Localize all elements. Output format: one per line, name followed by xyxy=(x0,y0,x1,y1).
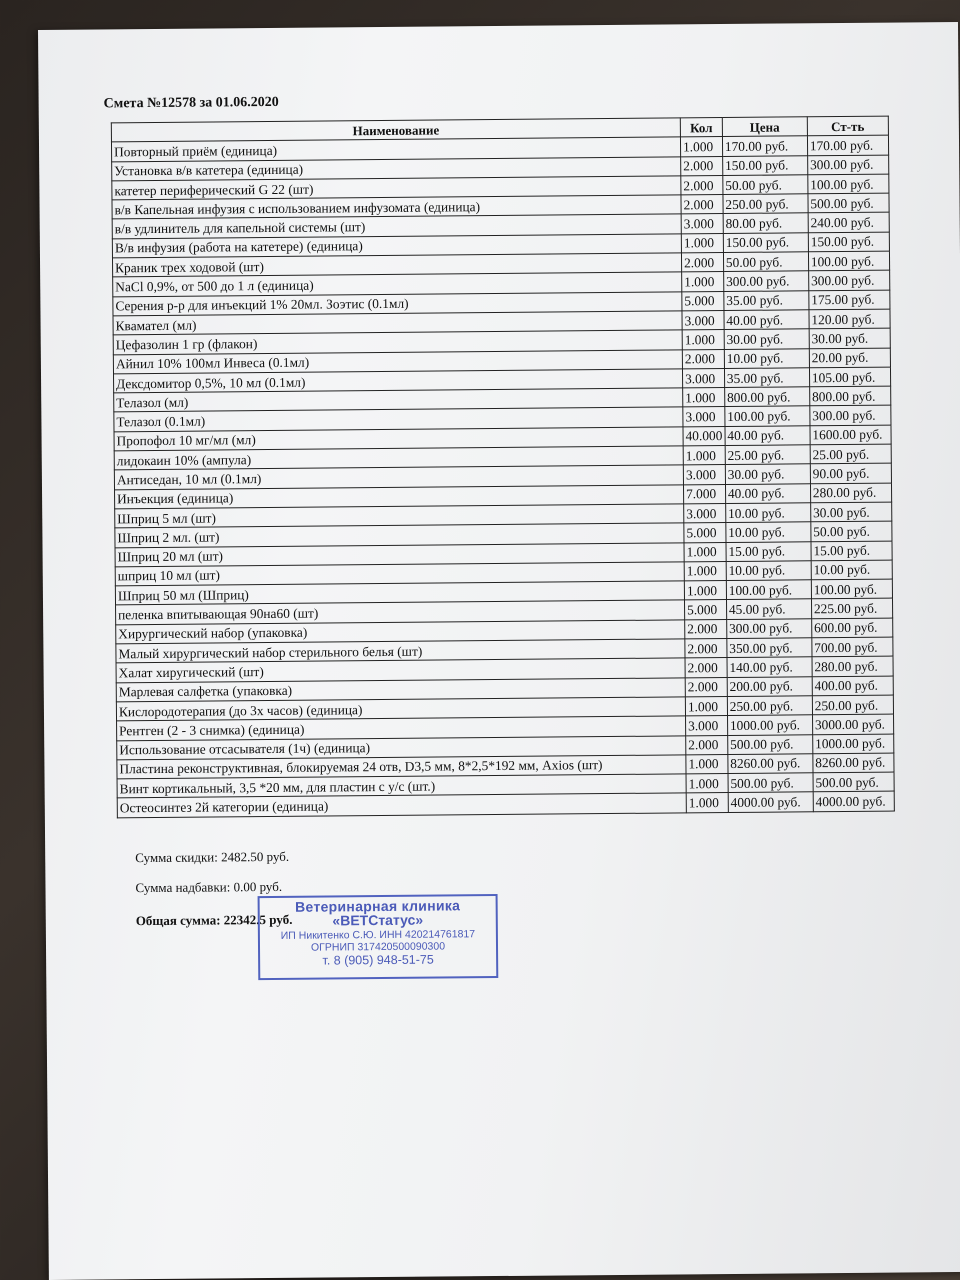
cell-qty: 2.000 xyxy=(685,639,727,659)
cell-name: Серения р-р для инъекций 1% 20мл. Зоэтис (0.1мл) xyxy=(113,292,682,316)
cell-qty: 1.000 xyxy=(684,561,726,581)
cell-qty: 3.000 xyxy=(682,310,724,330)
cell-qty: 1.000 xyxy=(681,233,723,253)
cell-name: В/в инфузия (работа на катетере) (единица) xyxy=(112,234,681,258)
cell-qty: 3.000 xyxy=(686,716,728,736)
cell-total: 8260.00 руб. xyxy=(813,753,894,773)
header-price: Цена xyxy=(722,117,807,137)
cell-qty: 1.000 xyxy=(684,581,726,601)
cell-price: 140.00 руб. xyxy=(727,657,812,677)
cell-price: 100.00 руб. xyxy=(725,406,810,426)
cell-total: 280.00 руб. xyxy=(812,656,893,676)
cell-name: катетер периферический G 22 (шт) xyxy=(112,176,681,200)
cell-qty: 1.000 xyxy=(683,388,725,408)
cell-qty: 5.000 xyxy=(685,600,727,620)
cell-price: 4000.00 руб. xyxy=(728,792,813,812)
cell-name: Пластина реконструктивная, блокируемая 24 отв, D3,5 мм, 8*2,5*192 мм, Axios (шт) xyxy=(117,755,686,779)
cell-total: 280.00 руб. xyxy=(810,483,891,503)
cell-name: NaCl 0,9%, от 500 до 1 л (единица) xyxy=(113,272,682,296)
cell-name: Установка в/в катетера (единица) xyxy=(112,156,681,180)
cell-name: Айнил 10% 100мл Инвеса (0.1мл) xyxy=(113,349,682,373)
cell-price: 10.00 руб. xyxy=(724,348,809,368)
cell-total: 105.00 руб. xyxy=(809,367,890,387)
cell-qty: 1.000 xyxy=(686,793,728,813)
cell-qty: 3.000 xyxy=(683,465,725,485)
table-body xyxy=(111,135,894,817)
cell-total: 175.00 руб. xyxy=(809,290,890,310)
cell-name: Шприц 2 мл. (шт) xyxy=(115,523,684,547)
cell-total: 50.00 руб. xyxy=(811,521,892,541)
cell-total: 170.00 руб. xyxy=(807,135,888,155)
cell-price: 25.00 руб. xyxy=(725,445,810,465)
cell-name: Рентген (2 - 3 снимка) (единица) xyxy=(117,716,686,740)
cell-price: 30.00 руб. xyxy=(725,464,810,484)
cell-name: Использование отсасывателя (1ч) (единица) xyxy=(117,735,686,759)
cell-total: 300.00 руб. xyxy=(808,270,889,290)
cell-name: Марлевая салфетка (упаковка) xyxy=(116,677,685,701)
cell-total: 100.00 руб. xyxy=(808,251,889,271)
cell-price: 40.00 руб. xyxy=(724,310,809,330)
cell-name: Дексдомитор 0,5%, 10 мл (0.1мл) xyxy=(114,369,683,393)
cell-total: 225.00 руб. xyxy=(811,598,892,618)
cell-total: 90.00 руб. xyxy=(810,463,891,483)
cell-price: 150.00 руб. xyxy=(722,155,807,175)
cell-qty: 2.000 xyxy=(682,349,724,369)
cell-qty: 2.000 xyxy=(685,677,727,697)
cell-qty: 2.000 xyxy=(681,175,723,195)
cell-total: 100.00 руб. xyxy=(808,174,889,194)
cell-total: 25.00 руб. xyxy=(810,444,891,464)
cell-price: 300.00 руб. xyxy=(726,618,811,638)
cell-total: 500.00 руб. xyxy=(808,193,889,213)
cell-name: Шприц 50 мл (Шприц) xyxy=(115,581,684,605)
cell-qty: 1.000 xyxy=(686,774,728,794)
cell-name: Повторный приём (единица) xyxy=(111,137,680,161)
cell-price: 250.00 руб. xyxy=(727,696,812,716)
cell-price: 8260.00 руб. xyxy=(728,754,813,774)
cell-qty: 1.000 xyxy=(686,754,728,774)
cell-name: Цефазолин 1 гр (флакон) xyxy=(113,330,682,354)
estimate-title: Смета №12578 за 01.06.2020 xyxy=(103,94,279,112)
cell-price: 500.00 руб. xyxy=(728,734,813,754)
cell-qty: 1.000 xyxy=(682,272,724,292)
cell-name: Хирургический набор (упаковка) xyxy=(116,620,685,644)
cell-total: 1000.00 руб. xyxy=(813,734,894,754)
cell-total: 120.00 руб. xyxy=(809,309,890,329)
cell-name: в/в удлинитель для капельной системы (шт) xyxy=(112,214,681,238)
cell-qty: 1.000 xyxy=(684,542,726,562)
cell-name: Квамател (мл) xyxy=(113,311,682,335)
cell-price: 50.00 руб. xyxy=(723,175,808,195)
cell-price: 200.00 руб. xyxy=(727,676,812,696)
cell-name: Винт кортикальный, 3,5 *20 мм, для пластин с у/с (шт.) xyxy=(117,774,686,798)
cell-price: 45.00 руб. xyxy=(726,599,811,619)
cell-qty: 40.000 xyxy=(683,426,725,446)
cell-price: 10.00 руб. xyxy=(725,503,810,523)
cell-name: Антиседан, 10 мл (0.1мл) xyxy=(114,465,683,489)
cell-qty: 7.000 xyxy=(683,484,725,504)
cell-name: Пропофол 10 мг/мл (мл) xyxy=(114,427,683,451)
cell-name: Краник трех ходовой (шт) xyxy=(112,253,681,277)
cell-total: 600.00 руб. xyxy=(811,618,892,638)
cell-qty: 1.000 xyxy=(683,446,725,466)
cell-qty: 2.000 xyxy=(685,619,727,639)
header-name: Наименование xyxy=(111,118,680,142)
stamp-ogrnip: ОГРНИП 317420500090300 xyxy=(310,940,446,954)
cell-price: 150.00 руб. xyxy=(723,233,808,253)
stamp-clinic-type: Ветеринарная клиника xyxy=(295,897,461,915)
cell-total: 250.00 руб. xyxy=(812,695,893,715)
cell-total: 800.00 руб. xyxy=(809,386,890,406)
cell-price: 40.00 руб. xyxy=(725,483,810,503)
cell-price: 500.00 руб. xyxy=(728,773,813,793)
cell-qty: 3.000 xyxy=(683,407,725,427)
cell-qty: 2.000 xyxy=(686,735,728,755)
cell-price: 50.00 руб. xyxy=(723,252,808,272)
cell-total: 30.00 руб. xyxy=(809,328,890,348)
cell-name: Кислородотерапия (до 3х часов) (единица) xyxy=(116,697,685,721)
cell-total: 30.00 руб. xyxy=(810,502,891,522)
cell-qty: 1.000 xyxy=(685,696,727,716)
cell-total: 500.00 руб. xyxy=(813,772,894,792)
cell-price: 10.00 руб. xyxy=(726,522,811,542)
cell-total: 300.00 руб. xyxy=(807,155,888,175)
cell-name: Телазол (мл) xyxy=(114,388,683,412)
cell-price: 35.00 руб. xyxy=(724,290,809,310)
cell-total: 10.00 руб. xyxy=(811,560,892,580)
stamp-clinic-name: «ВЕТСтатус» xyxy=(332,911,424,929)
document-sheet xyxy=(38,22,960,1280)
cell-price: 170.00 руб. xyxy=(722,136,807,156)
cell-name: Остеосинтез 2й категории (единица) xyxy=(117,793,686,817)
cell-price: 80.00 руб. xyxy=(723,213,808,233)
cell-price: 1000.00 руб. xyxy=(727,715,812,735)
cell-qty: 5.000 xyxy=(682,291,724,311)
cell-total: 700.00 руб. xyxy=(812,637,893,657)
cell-price: 10.00 руб. xyxy=(726,561,811,581)
cell-price: 350.00 руб. xyxy=(727,638,812,658)
cell-qty: 5.000 xyxy=(684,523,726,543)
cell-total: 100.00 руб. xyxy=(811,579,892,599)
cell-qty: 3.000 xyxy=(682,368,724,388)
estimate-table xyxy=(111,116,895,818)
cell-total: 15.00 руб. xyxy=(811,541,892,561)
cell-qty: 2.000 xyxy=(681,195,723,215)
cell-price: 300.00 руб. xyxy=(723,271,808,291)
cell-name: Шприц 20 мл (шт) xyxy=(115,542,684,566)
cell-price: 30.00 руб. xyxy=(724,329,809,349)
cell-total: 300.00 руб. xyxy=(810,406,891,426)
cell-price: 800.00 руб. xyxy=(724,387,809,407)
cell-name: лидокаин 10% (ампула) xyxy=(114,446,683,470)
cell-total: 240.00 руб. xyxy=(808,213,889,233)
cell-name: Инъекция (единица) xyxy=(115,485,684,509)
cell-qty: 2.000 xyxy=(681,253,723,273)
cell-total: 4000.00 руб. xyxy=(813,791,894,811)
cell-qty: 2.000 xyxy=(685,658,727,678)
cell-name: пеленка впитывающая 90на60 (шт) xyxy=(116,600,685,624)
cell-qty: 1.000 xyxy=(682,330,724,350)
clinic-stamp xyxy=(258,894,499,980)
cell-name: шприц 10 мл (шт) xyxy=(115,562,684,586)
cell-price: 35.00 руб. xyxy=(724,368,809,388)
cell-qty: 3.000 xyxy=(681,214,723,234)
cell-total: 20.00 руб. xyxy=(809,348,890,368)
cell-qty: 3.000 xyxy=(684,503,726,523)
cell-name: Телазол (0.1мл) xyxy=(114,407,683,431)
cell-name: Халат хиругический (шт) xyxy=(116,658,685,682)
cell-total: 150.00 руб. xyxy=(808,232,889,252)
stamp-owner-inn: ИП Никитенко С.Ю. ИНН 420214761817 xyxy=(280,928,476,942)
markup-sum: Сумма надбавки: 0.00 руб. xyxy=(135,878,283,896)
cell-price: 250.00 руб. xyxy=(723,194,808,214)
cell-qty: 1.000 xyxy=(680,137,722,157)
stamp-phone: т. 8 (905) 948-51-75 xyxy=(322,952,434,968)
header-qty: Кол xyxy=(680,118,722,138)
header-total: Ст-ть xyxy=(807,116,888,136)
cell-price: 15.00 руб. xyxy=(726,541,811,561)
cell-name: в/в Капельная инфузия с использованием инфузомата (единица) xyxy=(112,195,681,219)
cell-name: Малый хирургический набор стерильного белья (шт) xyxy=(116,639,685,663)
total-sum: Общая сумма: 22342.5 руб. xyxy=(135,911,293,929)
cell-total: 400.00 руб. xyxy=(812,676,893,696)
cell-qty: 2.000 xyxy=(681,156,723,176)
cell-total: 1600.00 руб. xyxy=(810,425,891,445)
cell-price: 40.00 руб. xyxy=(725,426,810,446)
cell-price: 100.00 руб. xyxy=(726,580,811,600)
cell-total: 3000.00 руб. xyxy=(812,714,893,734)
discount-sum: Сумма скидки: 2482.50 руб. xyxy=(135,848,290,866)
cell-name: Шприц 5 мл (шт) xyxy=(115,504,684,528)
